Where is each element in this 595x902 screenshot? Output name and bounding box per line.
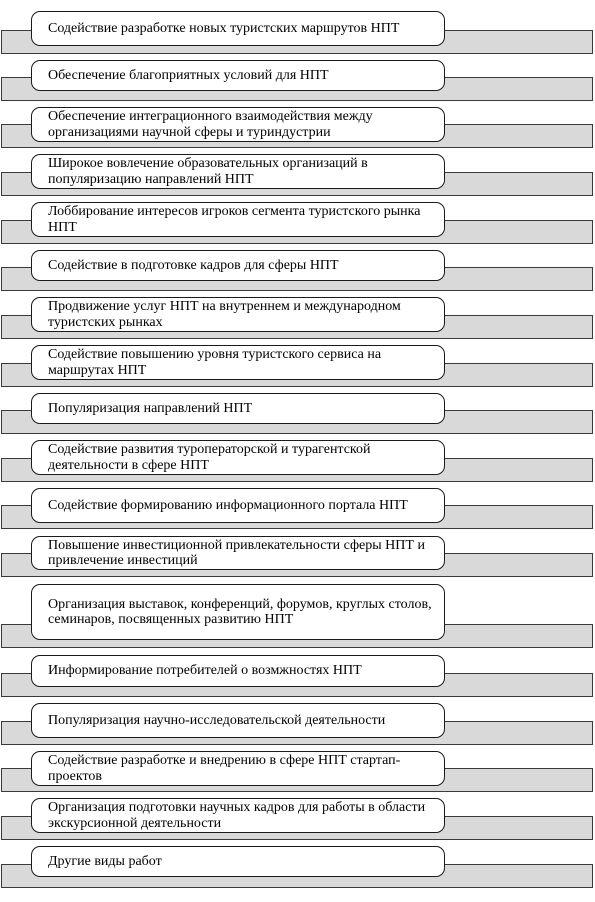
item-text: Содействие развития туроператорской и турагентской деятельности в сфере НПТ [48,442,371,473]
item-text: Другие виды работ [48,853,162,869]
item-text: Лоббирование интересов игроков сегмента туристского рынка НПТ [48,204,421,235]
item-text: Обеспечение интеграционного взаимодействия между организациями научной сферы и туриндустрии [48,109,373,140]
list-item [31,345,445,380]
item-text: Содействие разработке и внедрению в сфере НПТ стартап-проектов [48,753,401,784]
list-item [31,584,445,640]
item-text: Популяризация научно-исследовательской деятельности [48,712,386,728]
list-item [31,202,445,237]
item-text: Информирование потребителей о возмжностях НПТ [48,663,362,679]
list-item [31,751,445,786]
list-item [31,250,445,281]
list-item [31,440,445,475]
list-item [31,154,445,189]
list-item [31,297,445,332]
list-item [31,107,445,142]
list-item [31,536,445,570]
list-item [31,703,445,738]
item-text: Повышение инвестиционной привлекательности сферы НПТ и привлечение инвестиций [48,537,425,568]
list-item [31,798,445,833]
item-text: Содействие разработке новых туристских маршрутов НПТ [48,20,400,36]
item-text: Продвижение услуг НПТ на внутреннем и международном туристских рынках [48,299,401,330]
item-text: Обеспечение благоприятных условий для НПТ [48,67,329,83]
list-item [31,11,445,46]
list-item [31,393,445,424]
list-item [31,846,445,877]
list-item [31,488,445,523]
item-text: Содействие формированию информационного портала НПТ [48,497,408,513]
item-text: Организация подготовки научных кадров для работы в области экскурсионной деятельности [48,800,426,831]
item-text: Организация выставок, конференций, форумов, круглых столов, семинаров, посвященных развитию НПТ [48,596,432,627]
list-item [31,655,445,687]
item-text: Содействие повышению уровня туристского сервиса на маршрутах НПТ [48,347,382,378]
item-text: Содействие в подготовке кадров для сферы НПТ [48,257,339,273]
item-text: Широкое вовлечение образовательных организаций в популяризацию направлений НПТ [48,156,368,187]
item-text: Популяризация направлений НПТ [48,400,253,416]
list-item [31,60,445,91]
